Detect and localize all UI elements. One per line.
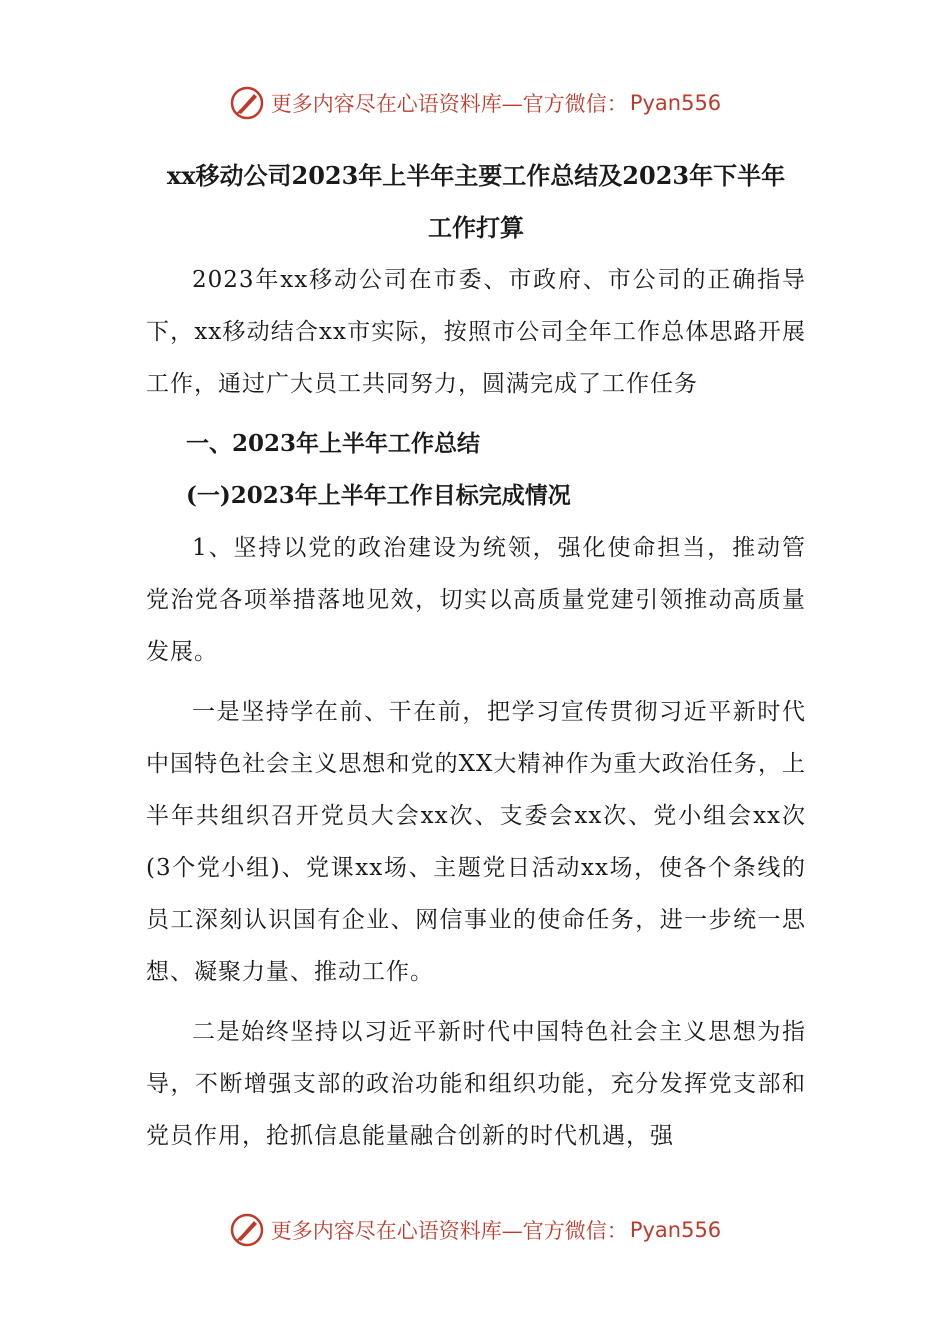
quill-pen-logo-icon — [229, 85, 265, 121]
watermark-wechat-id: Pyan556 — [629, 1218, 722, 1242]
quill-pen-logo-icon — [229, 1212, 265, 1248]
watermark-text: 更多内容尽在心语资料库—官方微信： — [270, 1219, 628, 1243]
watermark-wechat-id: Pyan556 — [629, 91, 722, 115]
paragraph-one: 一是坚持学在前、干在前，把学习宣传贯彻习近平新时代中国特色社会主义思想和党的XX大精神作为重大政治任务，上半年共组织召开党员大会xx次、支委会xx次、党小组会xx次(3个党小组)、党课xx场、主题党日活动xx场，使各个条线的员工深刻认识国有企业、网信事业的使命任务，进一步统一思想、凝聚力量、推动工作。 — [146, 699, 806, 985]
item-paragraph-1: 1、坚持以党的政治建设为统领，强化使命担当，推动管党治党各项举措落地见效，切实以高质量党建引领推动高质量发展。 — [146, 535, 806, 665]
document-body — [146, 150, 806, 1162]
paragraph-two: 二是始终坚持以习近平新时代中国特色社会主义思想为指导，不断增强支部的政治功能和组织功能，充分发挥党支部和党员作用，抢抓信息能量融合创新的时代机遇，强 — [146, 1019, 806, 1149]
subsection-heading: (一)2023年上半年工作目标完成情况 — [186, 482, 571, 509]
section-heading: 一、2023年上半年工作总结 — [186, 430, 481, 457]
watermark-text: 更多内容尽在心语资料库—官方微信： — [270, 92, 628, 116]
watermark-banner-top — [0, 83, 950, 123]
watermark-banner-bottom — [0, 1210, 950, 1250]
document-title-line2: 工作打算 — [428, 213, 524, 242]
intro-paragraph: 2023年xx移动公司在市委、市政府、市公司的正确指导下，xx移动结合xx市实际，按照市公司全年工作总体思路开展工作，通过广大员工共同努力，圆满完成了工作任务 — [146, 267, 806, 397]
document-title-line1: xx移动公司2023年上半年主要工作总结及2023年下半年 — [166, 161, 786, 190]
